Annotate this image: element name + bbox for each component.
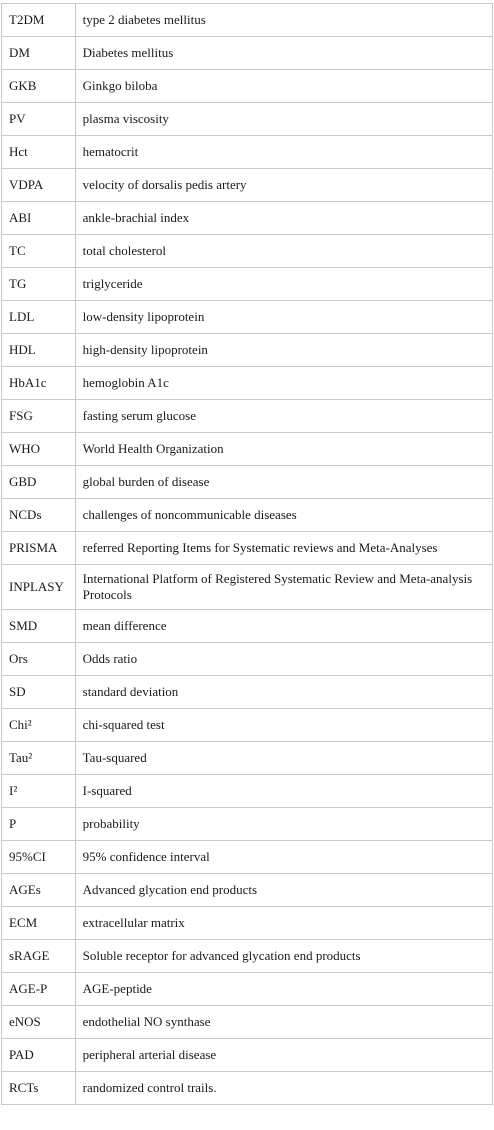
definition-cell: Odds ratio bbox=[75, 643, 492, 676]
abbreviation-cell: Tau² bbox=[2, 742, 76, 775]
definition-cell: hematocrit bbox=[75, 136, 492, 169]
definition-cell: low-density lipoprotein bbox=[75, 301, 492, 334]
definition-cell: probability bbox=[75, 808, 492, 841]
table-row bbox=[2, 235, 493, 268]
table-row bbox=[2, 808, 493, 841]
definition-cell: Tau-squared bbox=[75, 742, 492, 775]
abbreviation-cell: NCDs bbox=[2, 499, 76, 532]
abbreviation-cell: PAD bbox=[2, 1039, 76, 1072]
abbreviation-cell: Hct bbox=[2, 136, 76, 169]
table-row bbox=[2, 1039, 493, 1072]
table-row bbox=[2, 907, 493, 940]
definition-cell: 95% confidence interval bbox=[75, 841, 492, 874]
definition-cell: triglyceride bbox=[75, 268, 492, 301]
abbreviation-cell: HbA1c bbox=[2, 367, 76, 400]
definition-cell: peripheral arterial disease bbox=[75, 1039, 492, 1072]
definition-cell: randomized control trails. bbox=[75, 1072, 492, 1105]
table-row bbox=[2, 709, 493, 742]
table-row bbox=[2, 499, 493, 532]
abbreviation-cell: LDL bbox=[2, 301, 76, 334]
definition-cell: standard deviation bbox=[75, 676, 492, 709]
table-row bbox=[2, 37, 493, 70]
definition-cell: World Health Organization bbox=[75, 433, 492, 466]
abbreviation-cell: DM bbox=[2, 37, 76, 70]
abbreviation-cell: SMD bbox=[2, 610, 76, 643]
definition-cell: AGE-peptide bbox=[75, 973, 492, 1006]
definition-cell: Ginkgo biloba bbox=[75, 70, 492, 103]
definition-cell: mean difference bbox=[75, 610, 492, 643]
definition-cell: fasting serum glucose bbox=[75, 400, 492, 433]
abbreviation-cell: SD bbox=[2, 676, 76, 709]
table-row bbox=[2, 532, 493, 565]
abbreviation-cell: 95%CI bbox=[2, 841, 76, 874]
definition-cell: type 2 diabetes mellitus bbox=[75, 4, 492, 37]
abbreviation-cell: INPLASY bbox=[2, 565, 76, 610]
abbreviation-cell: GBD bbox=[2, 466, 76, 499]
table-row bbox=[2, 973, 493, 1006]
table-row bbox=[2, 433, 493, 466]
abbreviation-cell: T2DM bbox=[2, 4, 76, 37]
abbreviation-cell: HDL bbox=[2, 334, 76, 367]
definition-cell: chi-squared test bbox=[75, 709, 492, 742]
abbreviation-cell: TG bbox=[2, 268, 76, 301]
abbreviation-cell: GKB bbox=[2, 70, 76, 103]
table-row bbox=[2, 70, 493, 103]
table-row bbox=[2, 4, 493, 37]
table-row bbox=[2, 466, 493, 499]
abbreviation-cell: TC bbox=[2, 235, 76, 268]
definition-cell: ankle-brachial index bbox=[75, 202, 492, 235]
table-row bbox=[2, 400, 493, 433]
abbreviations-table bbox=[1, 3, 493, 1105]
table-row bbox=[2, 136, 493, 169]
table-row bbox=[2, 565, 493, 610]
definition-cell: hemoglobin A1c bbox=[75, 367, 492, 400]
abbreviation-cell: FSG bbox=[2, 400, 76, 433]
table-row bbox=[2, 940, 493, 973]
abbreviation-cell: eNOS bbox=[2, 1006, 76, 1039]
definition-cell: Diabetes mellitus bbox=[75, 37, 492, 70]
table-row bbox=[2, 1072, 493, 1105]
table-row bbox=[2, 643, 493, 676]
definition-cell: International Platform of Registered Systematic Review and Meta-analysis Protocols bbox=[75, 565, 492, 610]
abbreviation-cell: RCTs bbox=[2, 1072, 76, 1105]
definition-cell: plasma viscosity bbox=[75, 103, 492, 136]
table-row bbox=[2, 676, 493, 709]
abbreviation-cell: VDPA bbox=[2, 169, 76, 202]
abbreviation-cell: P bbox=[2, 808, 76, 841]
definition-cell: challenges of noncommunicable diseases bbox=[75, 499, 492, 532]
abbreviation-cell: PRISMA bbox=[2, 532, 76, 565]
table-row bbox=[2, 367, 493, 400]
definition-cell: I-squared bbox=[75, 775, 492, 808]
table-row bbox=[2, 169, 493, 202]
definition-cell: high-density lipoprotein bbox=[75, 334, 492, 367]
abbreviation-cell: Chi² bbox=[2, 709, 76, 742]
table-row bbox=[2, 874, 493, 907]
table-row bbox=[2, 103, 493, 136]
table-row bbox=[2, 301, 493, 334]
definition-cell: global burden of disease bbox=[75, 466, 492, 499]
table-row bbox=[2, 268, 493, 301]
abbreviation-cell: sRAGE bbox=[2, 940, 76, 973]
definition-cell: extracellular matrix bbox=[75, 907, 492, 940]
table-row bbox=[2, 610, 493, 643]
definition-cell: endothelial NO synthase bbox=[75, 1006, 492, 1039]
abbreviation-cell: WHO bbox=[2, 433, 76, 466]
abbreviation-cell: Ors bbox=[2, 643, 76, 676]
abbreviation-cell: AGEs bbox=[2, 874, 76, 907]
table-row bbox=[2, 202, 493, 235]
abbreviation-cell: PV bbox=[2, 103, 76, 136]
definition-cell: velocity of dorsalis pedis artery bbox=[75, 169, 492, 202]
abbreviation-cell: I² bbox=[2, 775, 76, 808]
abbreviation-cell: ABI bbox=[2, 202, 76, 235]
table-row bbox=[2, 742, 493, 775]
table-row bbox=[2, 775, 493, 808]
table-row bbox=[2, 334, 493, 367]
abbreviation-cell: AGE-P bbox=[2, 973, 76, 1006]
definition-cell: referred Reporting Items for Systematic reviews and Meta-Analyses bbox=[75, 532, 492, 565]
definition-cell: Advanced glycation end products bbox=[75, 874, 492, 907]
table-row bbox=[2, 841, 493, 874]
definition-cell: total cholesterol bbox=[75, 235, 492, 268]
abbreviation-cell: ECM bbox=[2, 907, 76, 940]
definition-cell: Soluble receptor for advanced glycation end products bbox=[75, 940, 492, 973]
table-row bbox=[2, 1006, 493, 1039]
